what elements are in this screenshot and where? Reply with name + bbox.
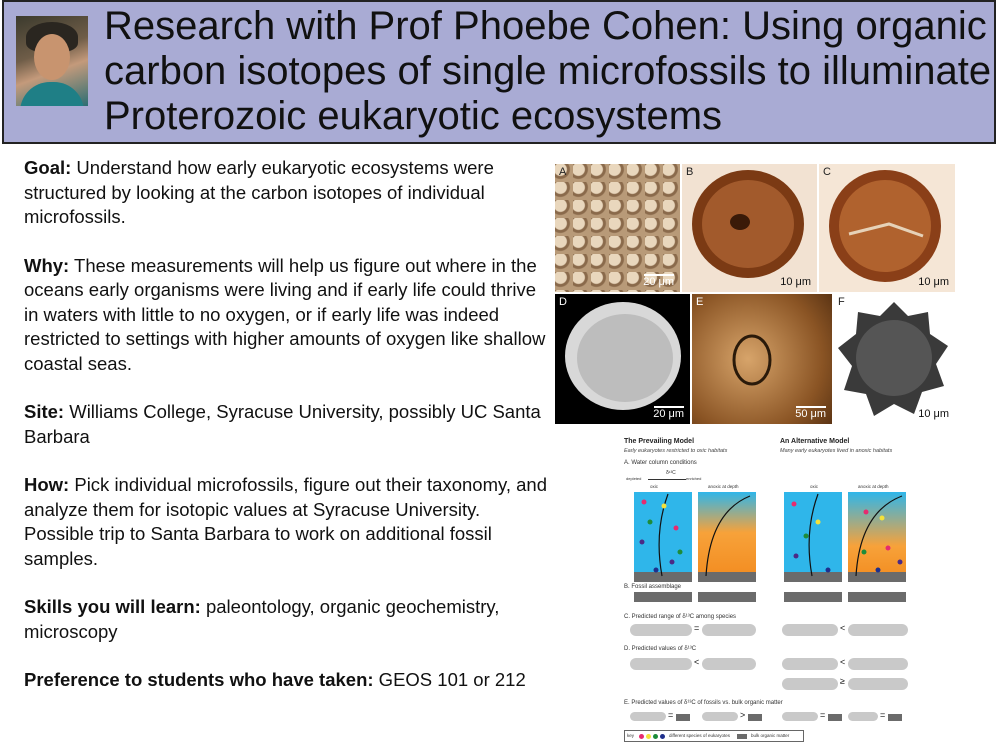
isotope-profiles <box>620 492 920 582</box>
panel-d-letter: D <box>559 296 567 308</box>
bulk-equals-2: = <box>820 710 826 720</box>
panel-a-letter: A <box>559 166 567 178</box>
microfossil-panel-e <box>692 294 832 424</box>
range-pill-4 <box>848 624 908 636</box>
goal-text: Understand how early eukaryotic ecosystems were structured by looking at the carbon isotopes of individual microfossils. <box>24 157 494 227</box>
legend-dot-blue <box>660 734 665 739</box>
professor-photo <box>16 16 88 106</box>
assemblage-bar-1 <box>634 592 692 602</box>
delta-axis-arrow <box>648 479 686 480</box>
prevailing-model-subtitle: Early eukaryotes restricted to oxic habitats <box>624 448 728 454</box>
legend-dot-pink <box>639 734 644 739</box>
section-d-label: D. Predicted values of δ¹³C <box>624 646 697 652</box>
legend-species-label: different species of eukaryotes <box>669 733 730 738</box>
assemblage-bar-3 <box>784 592 842 602</box>
value-gte: ≥ <box>840 676 845 686</box>
value-less-than-2: < <box>840 657 846 667</box>
assemblage-bar-2 <box>698 592 756 602</box>
legend-dot-yellow <box>646 734 651 739</box>
legend-bulk-swatch <box>737 734 747 739</box>
site-paragraph <box>24 400 554 449</box>
panel-d-scale: 20 μm <box>653 408 684 420</box>
panel-c-scale: 10 μm <box>918 276 949 288</box>
site-label: Site: <box>24 401 65 422</box>
assemblage-bar-4 <box>848 592 906 602</box>
bulk-rect-2 <box>748 714 762 721</box>
value-pill-2 <box>702 658 756 670</box>
model-figure <box>620 436 920 746</box>
fossil-pill-4 <box>848 712 878 721</box>
skills-label: Skills you will learn: <box>24 596 201 617</box>
value-pill-1 <box>630 658 692 670</box>
value-pill-6 <box>848 678 908 690</box>
delta-axis-label: δ¹³C <box>666 470 676 476</box>
microfossil-panel-d <box>555 294 690 424</box>
slide-title: Research with Prof Phoebe Cohen: Using organic carbon isotopes of single microfossils to illuminate Proterozoic eukaryotic ecosystems <box>104 4 992 138</box>
col1-oxic-label: oxic <box>650 484 659 489</box>
skills-paragraph <box>24 595 554 644</box>
bulk-greater-1: > <box>740 710 746 720</box>
panel-e-fossil-drawing <box>692 294 832 424</box>
panel-c-fossil-drawing <box>819 164 955 292</box>
value-pill-3 <box>782 658 838 670</box>
goal-label: Goal: <box>24 157 72 178</box>
panel-f-scale: 10 μm <box>918 408 949 420</box>
panel-a-scale: 20 μm <box>643 276 674 288</box>
fossil-pill-2 <box>702 712 738 721</box>
col4-anoxic-label: anoxic at depth <box>858 484 889 489</box>
range-pill-3 <box>782 624 838 636</box>
range-pill-1 <box>630 624 692 636</box>
text-body <box>24 156 554 717</box>
depleted-label: depleted <box>626 476 642 481</box>
range-equals: = <box>694 623 700 633</box>
bulk-rect-1 <box>676 714 690 721</box>
microfossil-panel-b <box>682 164 817 292</box>
prevailing-model-title: The Prevailing Model <box>624 438 695 445</box>
legend-dot-green <box>653 734 658 739</box>
title-banner <box>2 0 996 144</box>
enriched-label: enriched <box>686 476 702 481</box>
legend-box <box>624 730 804 742</box>
panel-b-letter: B <box>686 166 694 178</box>
microfossil-panel-a <box>555 164 680 292</box>
value-pill-4 <box>848 658 908 670</box>
why-text: These measurements will help us figure out where in the oceans early organisms were living and if early life could thrive in waters with little to no oxygen, or if early life was indeed restricted to settings with higher amounts of oxygen like shallow coastal seas. <box>24 254 546 374</box>
legend-key-label: key <box>627 733 635 738</box>
section-e-label: E. Predicted values of δ¹³C of fossils vs. bulk organic matter <box>624 700 783 706</box>
why-paragraph <box>24 254 554 377</box>
microfossil-panel-c <box>819 164 955 292</box>
panel-b-scale: 10 μm <box>780 276 811 288</box>
panel-f-letter: F <box>838 296 845 308</box>
fossil-pill-1 <box>630 712 666 721</box>
microfossil-photo-grid <box>555 164 955 424</box>
legend-bulk-label: bulk organic matter <box>751 733 790 738</box>
how-text: Pick individual microfossils, figure out their taxonomy, and analyze them for isotopic values at Syracuse University. Possible trip to Santa Barbara to work on additional fossil samples. <box>24 474 548 569</box>
panel-e-letter: E <box>696 296 704 308</box>
panel-b-fossil-drawing <box>682 164 817 292</box>
bulk-equals-3: = <box>880 710 886 720</box>
panel-f-fossil-drawing <box>834 294 955 424</box>
fossil-pill-3 <box>782 712 818 721</box>
section-a-label: A. Water column conditions <box>624 460 697 466</box>
panel-c-letter: C <box>823 166 831 178</box>
site-text: Williams College, Syracuse University, possibly UC Santa Barbara <box>24 401 541 447</box>
preference-paragraph <box>24 668 554 693</box>
value-pill-5 <box>782 678 838 690</box>
bulk-rect-4 <box>888 714 902 721</box>
col3-oxic-label: oxic <box>810 484 819 489</box>
panel-d-fossil-drawing <box>555 294 690 424</box>
range-less-than: < <box>840 623 846 633</box>
bulk-rect-3 <box>828 714 842 721</box>
panel-e-scale: 50 μm <box>795 408 826 420</box>
skills-text: paleontology, organic geochemistry, microscopy <box>24 596 500 642</box>
microfossil-panel-f <box>834 294 955 424</box>
preference-text: GEOS 101 or 212 <box>373 669 526 690</box>
value-less-than: < <box>694 657 700 667</box>
goal-paragraph <box>24 156 554 230</box>
range-pill-2 <box>702 624 756 636</box>
alternative-model-title: An Alternative Model <box>780 438 850 445</box>
why-label: Why: <box>24 254 70 276</box>
col2-anoxic-label: anoxic at depth <box>708 484 739 489</box>
bulk-equals-1: = <box>668 710 674 720</box>
how-label: How: <box>24 474 70 495</box>
how-paragraph <box>24 473 554 571</box>
section-b-label: B. Fossil assemblage <box>624 584 682 590</box>
preference-label: Preference to students who have taken: <box>24 669 374 690</box>
alternative-model-subtitle: Many early eukaryotes lived in anoxic habitats <box>780 448 893 454</box>
section-c-label: C. Predicted range of δ¹³C among species <box>624 614 737 620</box>
